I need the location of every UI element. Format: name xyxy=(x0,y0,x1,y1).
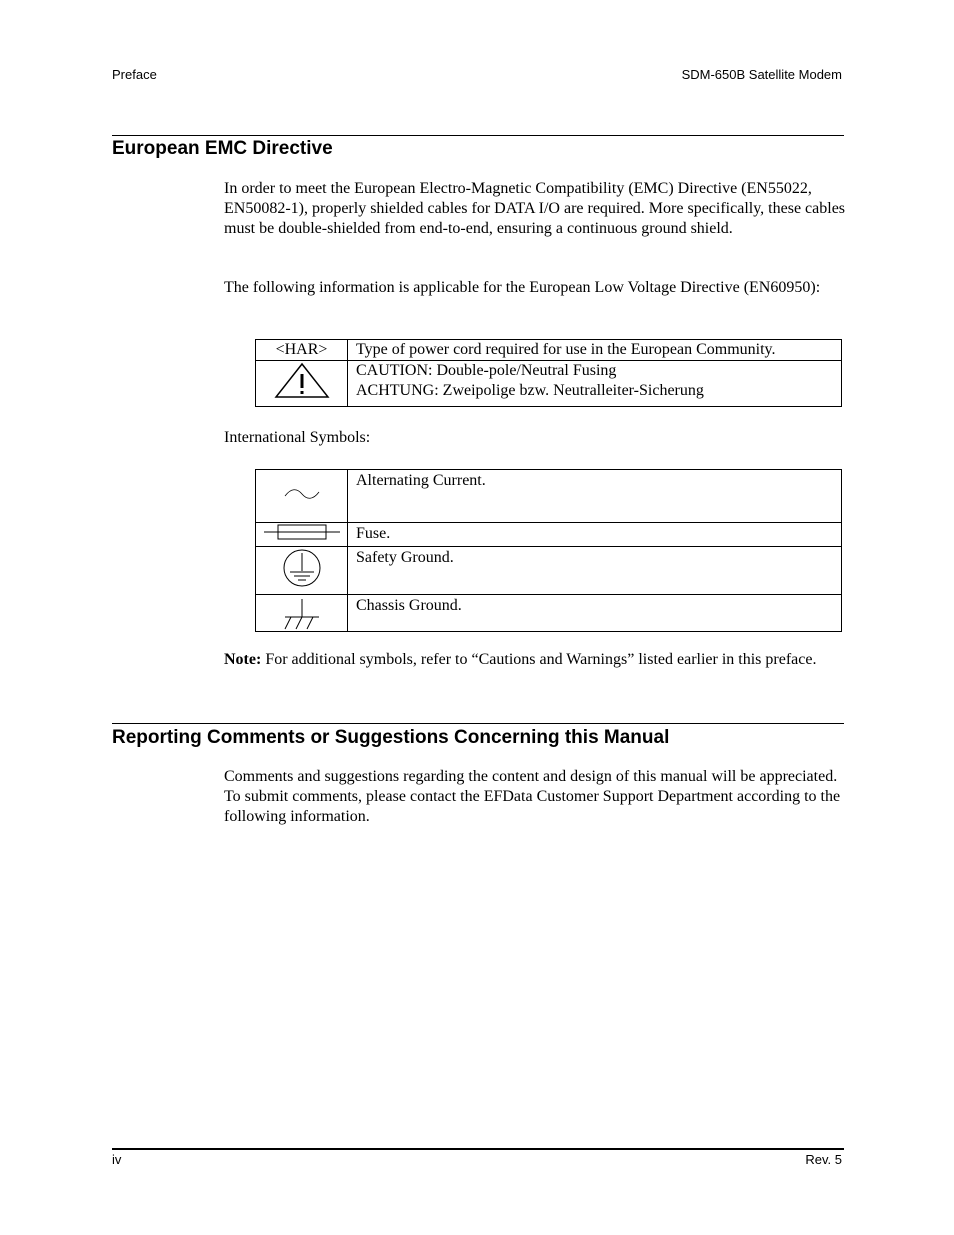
table-row xyxy=(256,361,842,407)
ac-description: Alternating Current. xyxy=(348,470,842,523)
fuse-icon xyxy=(256,523,348,547)
lvd-table xyxy=(255,339,842,407)
table-row xyxy=(256,547,842,595)
section-title-comments: Reporting Comments or Suggestions Concerning this Manual xyxy=(112,727,670,748)
note-paragraph xyxy=(224,650,848,670)
table-row xyxy=(256,470,842,523)
har-description: Type of power cord required for use in the European Community. xyxy=(348,340,842,361)
achtung-line: ACHTUNG: Zweipolige bzw. Neutralleiter-Sicherung xyxy=(356,382,704,399)
emc-paragraph: In order to meet the European Electro-Magnetic Compatibility (EMC) Directive (EN55022, EN50082-1), properly shielded cables for DATA I/O are required. More specifically, these cables must be double-shielded from end-to-end, ensuring a continuous ground shield. xyxy=(224,180,846,237)
note-text: For additional symbols, refer to “Cautions and Warnings” listed earlier in this preface. xyxy=(261,651,817,668)
revision: Rev. 5 xyxy=(805,1152,842,1167)
warning-triangle-icon xyxy=(256,361,348,407)
table-row xyxy=(256,595,842,632)
table-row xyxy=(256,340,842,361)
section-title-emc: European EMC Directive xyxy=(112,138,333,159)
international-symbols-label: International Symbols: xyxy=(224,429,371,446)
chassis-ground-icon xyxy=(256,595,348,632)
fuse-description: Fuse. xyxy=(348,523,842,547)
alternating-current-icon xyxy=(256,470,348,523)
safety-ground-description: Safety Ground. xyxy=(348,547,842,595)
caution-line: CAUTION: Double-pole/Neutral Fusing xyxy=(356,362,617,379)
footer-divider xyxy=(112,1148,844,1150)
caution-text xyxy=(348,361,842,407)
note-label: Note: xyxy=(224,651,262,668)
lvd-paragraph: The following information is applicable for the European Low Voltage Directive (EN60950): xyxy=(224,279,821,296)
header-left: Preface xyxy=(112,67,157,82)
chassis-ground-description: Chassis Ground. xyxy=(348,595,842,632)
header-right: SDM-650B Satellite Modem xyxy=(681,67,842,82)
section-divider xyxy=(112,135,844,136)
table-row xyxy=(256,523,842,547)
symbols-table xyxy=(255,469,842,632)
comments-paragraph: Comments and suggestions regarding the content and design of this manual will be appreciated. To submit comments, please contact the EFData Customer Support Department according to the following information. xyxy=(224,768,841,825)
safety-ground-icon xyxy=(256,547,348,595)
section-divider xyxy=(112,723,844,724)
page-number: iv xyxy=(112,1152,122,1167)
har-symbol: <HAR> xyxy=(256,340,348,361)
